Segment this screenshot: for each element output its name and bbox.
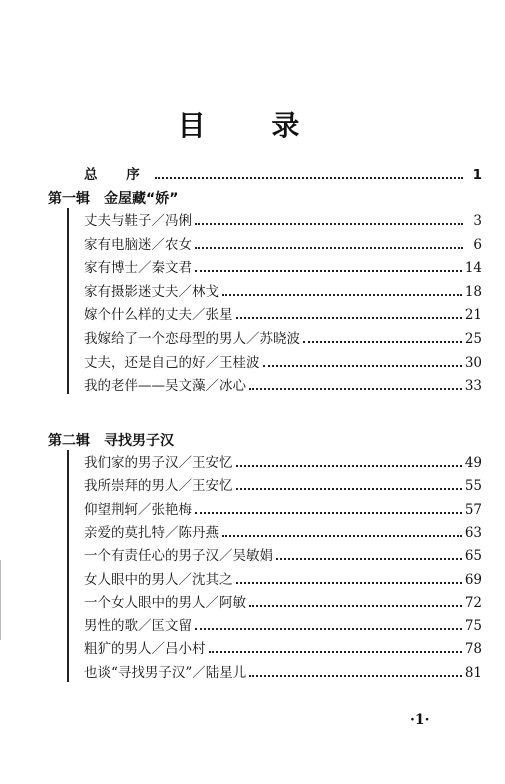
toc-entry[interactable] — [84, 348, 482, 372]
toc-entry[interactable] — [84, 230, 482, 254]
section-heading-2: 第二辑 寻找男子汉 — [48, 433, 174, 449]
toc-entry[interactable] — [84, 541, 482, 565]
leader-dots — [195, 627, 462, 630]
entry-page: 63 — [464, 524, 482, 541]
entry-page: 21 — [464, 307, 482, 324]
entry-page: 65 — [464, 548, 482, 565]
entry-page: 75 — [464, 618, 482, 635]
toc-entry[interactable] — [84, 565, 482, 589]
page-number: ·1· — [410, 712, 430, 728]
leader-dots — [276, 557, 462, 560]
toc-entry[interactable] — [84, 448, 482, 472]
entry-page: 30 — [464, 354, 482, 371]
entry-page: 78 — [464, 641, 482, 658]
entry-page: 33 — [464, 378, 482, 395]
toc-entry[interactable] — [84, 253, 482, 277]
leader-dots — [195, 246, 463, 249]
entry-title: 我的老伴——吴文藻／冰心 — [84, 378, 246, 395]
entry-title: 我们家的男子汉／王安忆 — [84, 455, 233, 471]
scan-edge-mark — [0, 560, 1, 640]
toc-entry[interactable] — [84, 588, 482, 612]
leader-dots — [195, 511, 462, 514]
entry-title: 家有电脑迷／农女 — [84, 236, 192, 253]
entry-title: 我嫁给了一个恋母型的男人／苏晓波 — [84, 331, 300, 347]
entry-page: 55 — [464, 478, 482, 495]
page-title: 目 录 — [177, 109, 328, 142]
entry-title: 嫁个什么样的丈夫／张星 — [84, 307, 233, 324]
entry-title: 我所崇拜的男人／王安忆 — [84, 478, 233, 495]
entry-page: 49 — [464, 455, 482, 471]
leader-dots — [236, 581, 462, 584]
leader-dots — [249, 674, 462, 677]
toc-entry[interactable] — [84, 658, 482, 682]
leader-dots — [195, 269, 462, 272]
toc-entry[interactable] — [84, 471, 482, 495]
entry-page: 81 — [464, 664, 482, 681]
entry-page: 72 — [464, 594, 482, 611]
entry-page: 6 — [473, 236, 482, 253]
toc-entry[interactable] — [84, 300, 482, 324]
entry-page: 25 — [464, 331, 482, 347]
entry-page: 18 — [464, 283, 482, 300]
entry-page: 1 — [472, 167, 482, 183]
entry-title: 丈夫，还是自己的好／王桂波 — [84, 354, 260, 371]
entry-title: 亲爱的莫扎特／陈丹燕 — [84, 524, 219, 541]
entry-page: 57 — [464, 501, 482, 518]
entry-title: 仰望荆轲／张艳梅 — [84, 501, 192, 518]
toc-preface[interactable] — [84, 160, 482, 184]
section-rule-2 — [67, 450, 69, 682]
leader-dots — [236, 464, 462, 467]
entry-title: 粗犷的男人／吕小村 — [84, 641, 206, 658]
toc-entry[interactable] — [84, 277, 482, 301]
leader-dots — [209, 650, 462, 653]
leader-dots — [263, 364, 462, 367]
section-rule-1 — [67, 208, 69, 394]
leader-dots — [195, 222, 463, 225]
entry-title: 一个有责任心的男子汉／吴敏娟 — [84, 548, 273, 565]
entry-page: 69 — [464, 571, 482, 588]
toc-entry[interactable] — [84, 324, 482, 348]
entry-title: 也谈“寻找男子汉”／陆星儿 — [84, 664, 247, 681]
leader-dots — [222, 293, 462, 296]
toc-entry[interactable] — [84, 206, 482, 230]
entry-title: 女人眼中的男人／沈其之 — [84, 571, 233, 588]
entry-title: 总 序 — [84, 167, 152, 183]
toc-entry[interactable] — [84, 371, 482, 395]
toc-entry[interactable] — [84, 518, 482, 542]
leader-dots — [249, 387, 462, 390]
leader-dots — [236, 487, 462, 490]
entry-title: 家有博士／秦文君 — [84, 260, 192, 277]
leader-dots — [155, 176, 463, 179]
toc-entry[interactable] — [84, 495, 482, 519]
entry-title: 丈夫与鞋子／冯俐 — [84, 213, 192, 229]
section-heading-1: 第一辑 金屋藏“娇” — [48, 191, 179, 207]
entry-page: 14 — [464, 260, 482, 277]
leader-dots — [249, 604, 462, 607]
entry-page: 3 — [473, 213, 482, 229]
leader-dots — [222, 534, 462, 537]
entry-title: 男性的歌／匡文留 — [84, 618, 192, 635]
leader-dots — [236, 316, 462, 319]
toc-entry[interactable] — [84, 611, 482, 635]
entry-title: 家有摄影迷丈夫／林戈 — [84, 283, 219, 300]
toc-entry[interactable] — [84, 634, 482, 658]
leader-dots — [303, 340, 462, 343]
entry-title: 一个女人眼中的男人／阿敏 — [84, 594, 246, 611]
